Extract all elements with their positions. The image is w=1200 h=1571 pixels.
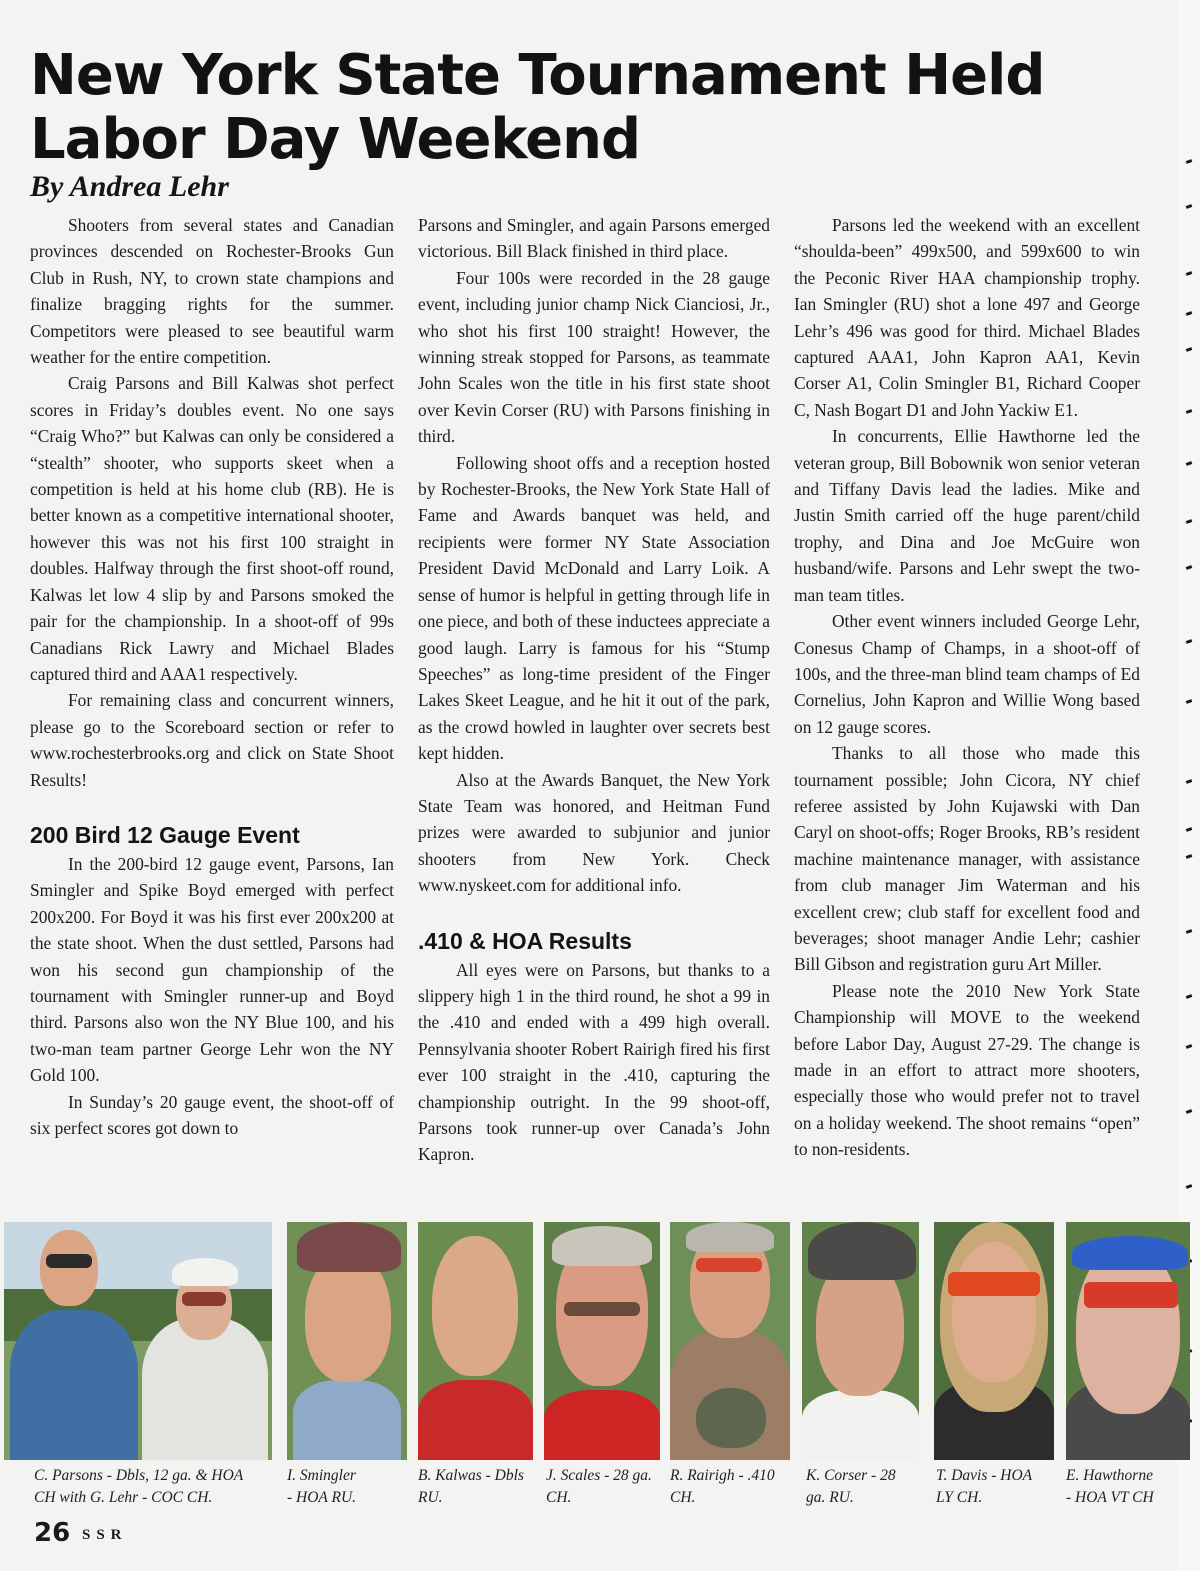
edge-mark <box>1186 519 1193 524</box>
paragraph: Also at the Awards Banquet, the New York State Team was honored, and Heitman Fund prizes were awarded to subjunior and junior shooters from New York. Check www.nyskeet.com for additional info. <box>418 769 770 896</box>
headline-line-2: Labor Day Weekend <box>30 107 641 172</box>
paragraph: For remaining class and concurrent winners, please go to the Scoreboard section or refer to www.rochesterbrooks.org and click on State Shoot Results! <box>30 690 394 790</box>
photo-smingler <box>287 1222 407 1460</box>
page-number: 26 <box>34 1518 71 1548</box>
edge-mark <box>1186 854 1193 859</box>
edge-mark <box>1186 929 1193 934</box>
edge-mark <box>1186 347 1193 352</box>
edge-mark <box>1186 159 1193 164</box>
edge-mark <box>1186 311 1193 316</box>
paragraph: Shooters from several states and Canadian provinces descended on Rochester-Brooks Gun Club in Rush, NY, to crown state champions and finalize bragging rights for the summer. Competitors were pleased to see beautiful warm weather for the entire competition. <box>30 215 394 368</box>
edge-mark <box>1186 994 1193 999</box>
photo-hawthorne <box>1066 1222 1190 1460</box>
caption-line: I. Smingler <box>287 1467 356 1484</box>
caption-line: - HOA RU. <box>287 1489 357 1506</box>
photo-caption <box>670 1465 775 1509</box>
caption-line: K. Corser - 28 <box>806 1467 896 1484</box>
photo-caption <box>287 1465 356 1509</box>
edge-mark <box>1186 779 1193 784</box>
section-heading: 200 Bird 12 Gauge Event <box>30 821 300 848</box>
photo-corser <box>802 1222 919 1460</box>
photo-rairigh <box>670 1222 790 1460</box>
caption-line: - HOA VT CH <box>1066 1489 1154 1506</box>
caption-line: B. Kalwas - Dbls <box>418 1467 524 1484</box>
edge-mark <box>1186 204 1193 209</box>
caption-line: CH. <box>670 1489 696 1506</box>
paragraph: In concurrents, Ellie Hawthorne led the veteran group, Bill Bobownik won senior veteran and Tiffany Davis lead the ladies. Mike and Justin Smith carried off the huge parent/child trophy, and Dina and Joe McGuire won husband/wife. Parsons and Lehr swept the two-man team titles. <box>794 426 1140 605</box>
photo-strip <box>0 1222 1200 1462</box>
photo-caption <box>34 1465 243 1509</box>
caption-line: ga. RU. <box>806 1489 854 1506</box>
edge-mark <box>1186 699 1193 704</box>
edge-mark <box>1186 1044 1193 1049</box>
article-headline <box>30 44 1130 172</box>
photo-kalwas <box>418 1222 533 1460</box>
headline-line-1: New York State Tournament Held <box>30 43 1045 108</box>
caption-line: E. Hawthorne <box>1066 1467 1153 1484</box>
paragraph: In the 200-bird 12 gauge event, Parsons, Ian Smingler and Spike Boyd emerged with perfect 200x200. For Boyd it was his first ever 200x200 at the state shoot. When the dust settled, Parsons had won his second gun championship of the tournament with Smingler runner-up and Boyd third. Parsons also won the NY Blue 100, and his two-man team partner George Lehr won the NY Gold 100. <box>30 853 394 1086</box>
edge-mark <box>1186 1184 1193 1189</box>
caption-line: RU. <box>418 1489 443 1506</box>
paragraph: Parsons led the weekend with an excellent “shoulda-been” 499x500, and 599x600 to win the Peconic River HAA championship trophy. Ian Smingler (RU) shot a lone 497 and George Lehr’s 496 was good for third. Michael Blades captured AAA1, John Kapron AA1, Kevin Corser A1, Colin Smingler B1, Richard Cooper C, Nash Bogart D1 and John Yackiw E1. <box>794 215 1140 420</box>
photo-caption <box>936 1465 1032 1509</box>
edge-mark <box>1186 271 1193 276</box>
byline: By Andrea Lehr <box>30 170 229 203</box>
paragraph: All eyes were on Parsons, but thanks to a slippery high 1 in the third round, he shot a 99 in the .410 and ended with a 499 high overall. Pennsylvania shooter Robert Rairigh fired his first ever 100 straight in the .410, capturing the championship outright. In the 99 shoot-off, Parsons took runner-up over Canada’s John Kapron. <box>418 959 770 1165</box>
caption-line: CH with G. Lehr - COC CH. <box>34 1489 213 1506</box>
edge-mark <box>1186 827 1193 832</box>
caption-line: J. Scales - 28 ga. <box>546 1467 652 1484</box>
column-1 <box>30 212 394 1141</box>
edge-mark <box>1186 1109 1193 1114</box>
column-2 <box>418 212 770 1168</box>
photo-parsons-lehr <box>4 1222 272 1460</box>
paragraph: Four 100s were recorded in the 28 gauge event, including junior champ Nick Cianciosi, Jr., who shot his first 100 straight! However, the winning streak stopped for Parsons, as teammate John Scales won the title in his first state shoot over Kevin Corser (RU) with Parsons finishing in third. <box>418 267 770 447</box>
photo-scales <box>544 1222 660 1460</box>
caption-line: LY CH. <box>936 1489 983 1506</box>
paragraph: Thanks to all those who made this tournament possible; John Cicora, NY chief referee assisted by John Kujawski with Dan Caryl on shoot-offs; Roger Brooks, RB’s resident machine maintenance manager, with assistance from club manager Jim Waterman and his excellent crew; club staff for excellent food and beverages; shoot manager Andie Lehr; cashier Bill Gibson and registration guru Art Miller. <box>794 743 1140 975</box>
caption-line: C. Parsons - Dbls, 12 ga. & HOA <box>34 1467 244 1484</box>
edge-mark <box>1186 565 1193 570</box>
caption-line: T. Davis - HOA <box>936 1467 1033 1484</box>
magazine-name: SSR <box>82 1527 128 1543</box>
photo-caption <box>1066 1465 1154 1509</box>
edge-mark <box>1186 461 1193 466</box>
photo-caption <box>806 1465 896 1509</box>
photo-caption <box>546 1465 652 1509</box>
photo-davis <box>934 1222 1054 1460</box>
paragraph: Other event winners included George Lehr, Conesus Champ of Champs, in a shoot-off of 100s, and the three-man blind team champs of Ed Cornelius, John Kapron and Willie Wong based on 12 gauge scores. <box>794 611 1140 737</box>
paragraph: Parsons and Smingler, and again Parsons emerged victorious. Bill Black finished in third place. <box>418 215 770 262</box>
edge-mark <box>1186 409 1193 414</box>
paragraph: Craig Parsons and Bill Kalwas shot perfect scores in Friday’s doubles event. No one says “Craig Who?” but Kalwas can only be considered a “stealth” shooter, who supports skeet when a competition is held at his home club (RB). He is better known as a competitive international shooter, however this was not his first 100 straight in doubles. Halfway through the first shoot-off round, Kalwas let low 4 slip by and Parsons smoked the pair for the championship. In a shoot-off of 99s Canadians Rick Lawry and Michael Blades captured third and AAA1 respectively. <box>30 373 394 684</box>
column-3 <box>794 212 1140 1163</box>
paragraph: In Sunday’s 20 gauge event, the shoot-off of six perfect scores got down to <box>30 1091 394 1138</box>
paragraph: Following shoot offs and a reception hosted by Rochester-Brooks, the New York State Hall of Fame and Awards banquet was held, and recipients were former NY State Association President David McDonald and Larry Loik. A sense of humor is helpful in getting through life in one piece, and both of these inductees appreciate a good laugh. Larry is famous for his “Stump Speeches” as long-time president of the Finger Lakes Skeet League, and he hit it out of the park, as the crowd howled in laughter over secrets best kept hidden. <box>418 452 770 764</box>
paragraph: Please note the 2010 New York State Championship will MOVE to the weekend before Labor Day, August 27-29. The change is made in an effort to attract more shooters, especially those who would prefer not to travel on a holiday weekend. The shoot remains “open” to non-residents. <box>794 980 1140 1160</box>
caption-line: CH. <box>546 1489 572 1506</box>
edge-mark <box>1186 639 1193 644</box>
caption-line: R. Rairigh - .410 <box>670 1467 775 1484</box>
section-heading: .410 & HOA Results <box>418 927 632 954</box>
photo-caption <box>418 1465 524 1509</box>
